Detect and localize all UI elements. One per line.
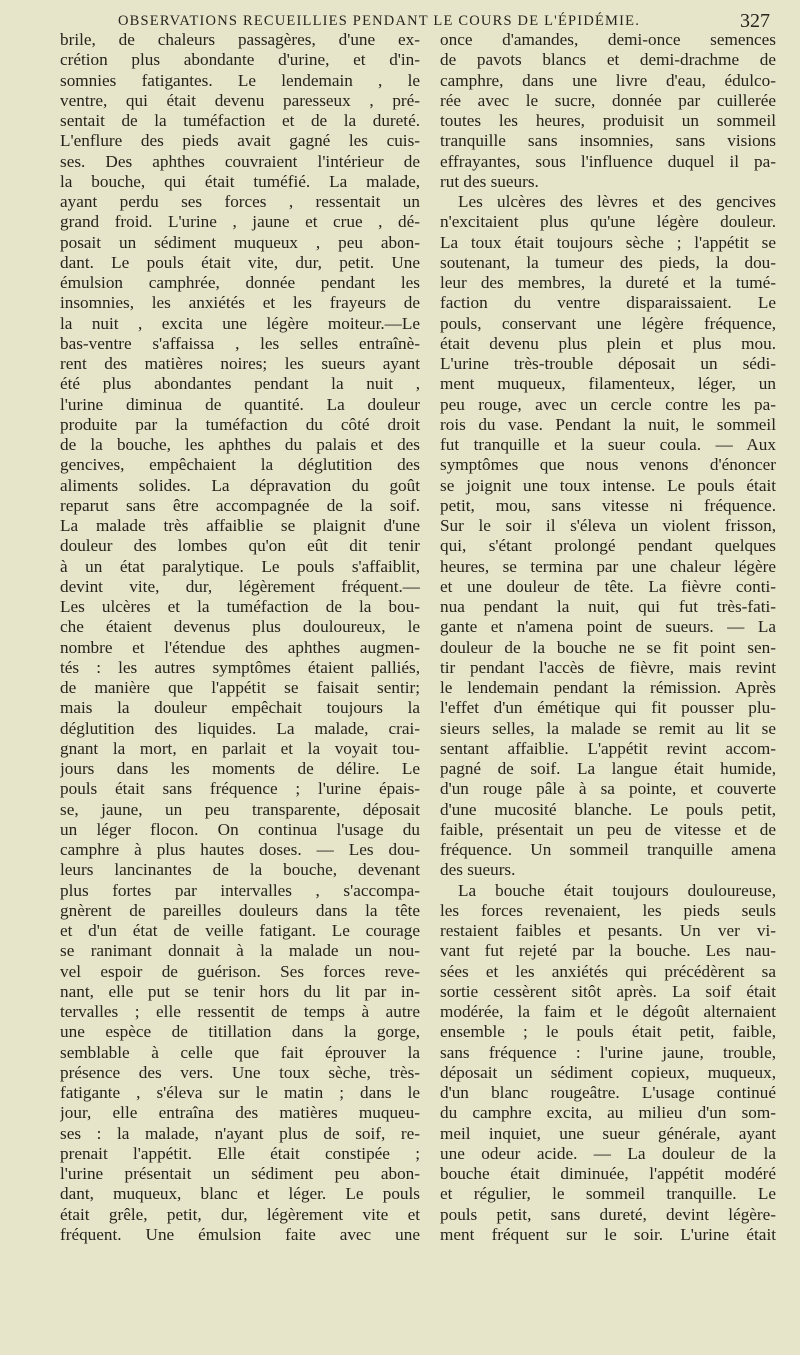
text-line: était devenu plus plein et plus mou. [440,333,776,353]
right-text-column [440,30,776,1245]
text-line: sées et les anxiétés qui précédèrent sa [440,961,776,981]
text-line: reparut sans être accompagnée de la soif. [60,495,420,515]
text-line: camphre à plus hautes doses. — Les dou- [60,840,420,859]
text-line: l'urine diminua de quantité. La douleur [60,394,420,414]
text-line: été plus abondantes pendant la nuit , [60,374,420,394]
text-line: petit, mou, sans vitesse ni fréquence. [440,495,776,515]
text-line: d'un blanc rougeâtre. L'usage continué [440,1083,776,1102]
text-line: nua pendant la nuit, qui fut très-fati- [440,597,776,616]
text-line: tervalles ; elle ressentit de temps à autre [60,1002,420,1021]
text-line: une odeur acide. — La douleur de la [440,1143,776,1163]
text-line: gnant la mort, en parlait et la voyait tou- [60,738,420,758]
text-line: jours dans les moments de délire. Le [60,759,420,778]
text-line: aliments solides. La dépravation du goût [60,475,420,495]
text-line: jour, elle entraîna des matières muqueu- [60,1103,420,1123]
text-line: émulsion camphrée, donnée pendant les [60,273,420,292]
left-text-column [60,30,420,1245]
text-line: gante et n'amena point de sueurs. — La [440,617,776,637]
text-line: la bouche, qui était tuméfié. La malade, [60,171,420,191]
text-line: bouche était diminuée, l'appétit modéré [440,1164,776,1183]
text-line: effrayantes, sous l'influence duquel il pa- [440,151,776,171]
text-line: dant. Le pouls était vite, dur, petit. Une [60,252,420,272]
text-line: La bouche était toujours douloureuse, [458,880,776,900]
text-line: de pavots blancs et demi-drachme de [440,50,776,70]
text-line: se, jaune, un peu transparente, déposait [60,799,420,819]
text-line: fréquent. Une émulsion faite avec une [60,1224,420,1244]
text-line: restaient faibles et pesants. Un ver vi- [440,921,776,940]
text-line: un léger flocon. On continua l'usage du [60,819,420,839]
text-line: de manière que l'appétit se faisait sentir; [60,678,420,697]
text-line: douleur de la bouche ne se fit point sen- [440,637,776,657]
text-line: et une douleur de tête. La fièvre conti- [440,576,776,596]
text-line: tés : les autres symptômes étaient palliés, [60,657,420,677]
text-line: sans fréquence : l'urine jaune, trouble, [440,1042,776,1062]
text-line: produite par la tuméfaction du côté droit [60,414,420,434]
text-line: douleur des lombes qu'on eût dit tenir [60,536,420,556]
text-line: se ranimant donnait à la malade un nou- [60,941,420,961]
text-line: ayant perdu ses forces , ressentait un [60,192,420,211]
text-line: du camphre excita, au milieu d'un som- [440,1103,776,1123]
text-line: des sueurs. [440,860,516,880]
text-line: tranquille sans insomnies, sans visions [440,131,776,151]
text-line: et d'un état de veille fatigant. Le courage [60,921,420,940]
text-line: pouls était sans fréquence ; l'urine épais- [60,779,420,799]
text-line: qui, s'étant prolongé pendant quelques [440,536,776,556]
text-line: fréquence. Un sommeil tranquille amena [440,840,776,859]
text-line: soutenant, la tumeur des pieds, la dou- [440,252,776,272]
text-line: et régulier, le sommeil tranquille. Le [440,1184,776,1204]
text-line: peu rouge, avec un cercle contre les pa- [440,394,776,414]
text-line: La malade très affaiblie se plaignit d'une [60,516,420,535]
text-line: tir pendant l'accès de fièvre, mais revint [440,657,776,677]
text-line: pouls, conservant une légère fréquence, [440,313,776,333]
text-line: déglutition des liquides. La malade, crai- [60,718,420,738]
text-line: ses. Des aphthes couvraient l'intérieur de [60,151,420,171]
text-line: n'excitaient plus qu'une légère douleur. [440,212,776,232]
text-line: l'urine présentait un sédiment peu abon- [60,1164,420,1183]
text-line: faible, présentait un peu de vitesse et de [440,819,776,839]
text-line: se joignit une toux intense. Le pouls était [440,475,776,495]
text-line: ses : la malade, n'ayant plus de soif, re- [60,1123,420,1143]
text-line: Les ulcères des lèvres et des gencives [458,192,776,211]
text-line: l'effet d'un émétique qui fit pousser plu- [440,698,776,718]
text-line: che étaient devenus plus douloureux, le [60,617,420,637]
text-line: vel espoir de guérison. Ses forces reve- [60,961,420,981]
text-line: brile, de chaleurs passagères, d'une ex- [60,30,420,49]
text-line: posait un sédiment muqueux , peu abon- [60,232,420,252]
text-line: à un état paralytique. Le pouls s'affaiblit, [60,556,420,576]
text-line: rée avec le sucre, donnée par cuillerée [440,90,776,110]
text-line: leur des membres, la dureté et la tumé- [440,273,776,292]
text-line: Sur le soir il s'éleva un violent frisson, [440,516,776,535]
text-line: nant, elle put se tenir hors du lit par in- [60,981,420,1001]
text-line: pagné de soif. La langue était humide, [440,759,776,778]
text-line: somnies fatigantes. Le lendemain , le [60,70,420,90]
text-line: sieurs selles, la malade se remit au lit se [440,718,776,738]
text-line: L'enflure des pieds avait gagné les cuis- [60,131,420,151]
text-line: La toux était toujours sèche ; l'appétit se [440,232,776,252]
text-line: était grêle, petit, dur, légèrement vite et [60,1204,420,1224]
text-line: grand froid. L'urine , jaune et crue , dé- [60,212,420,232]
text-line: sentait de la tuméfaction et de la dureté. [60,111,420,130]
text-line: nombre et l'étendue des aphthes augmen- [60,637,420,657]
text-line: prenait l'appétit. Elle était constipée ; [60,1143,420,1163]
text-line: ventre, qui était devenu paresseux , pré- [60,90,420,110]
text-line: présence des vers. Une toux sèche, très- [60,1062,420,1082]
text-line: les forces revenaient, les pieds seuls [440,900,776,920]
text-line: dant, muqueux, blanc et léger. Le pouls [60,1184,420,1204]
text-line: pouls petit, sans dureté, devint légère- [440,1204,776,1224]
text-line: fut tranquille et la sueur coula. — Aux [440,435,776,454]
text-line: fatigante , s'éleva sur le matin ; dans le [60,1083,420,1102]
text-line: faction du ventre disparaissaient. Le [440,293,776,313]
text-line: ensemble ; le pouls était petit, faible, [440,1022,776,1042]
text-line: sortie cessèrent sitôt après. La soif était [440,981,776,1001]
text-line: gnèrent de pareilles douleurs dans la tête [60,900,420,920]
text-line: d'une mucosité blanche. Le pouls petit, [440,799,776,819]
text-line: une espèce de titillation dans la gorge, [60,1022,420,1042]
text-line: devint vite, dur, légèrement fréquent.— [60,576,420,596]
text-line: rois du vase. Pendant la nuit, le sommeil [440,414,776,434]
text-line: sentant affaiblie. L'appétit revint accom- [440,738,776,758]
text-line: déposait un sédiment copieux, muqueux, [440,1062,776,1082]
text-line: plus fortes par intervalles , s'accompa- [60,880,420,900]
text-line: vant fut rejeté par la bouche. Les nau- [440,941,776,961]
text-line: symptômes que nous venons d'énoncer [440,455,776,475]
text-line: d'un rouge pâle à sa pointe, et couverte [440,779,776,799]
text-line: once d'amandes, demi-once semences [440,30,776,49]
running-title: OBSERVATIONS RECUEILLIES PENDANT LE COURS DE L'ÉPIDÉMIE. [118,13,641,29]
text-line: bas-ventre s'affaissa , les selles entraînè- [60,333,420,353]
text-line: crétion plus abondante d'urine, et d'in- [60,50,420,70]
text-line: L'urine très-trouble déposait un sédi- [440,354,776,373]
text-line: gencives, empêchaient la déglutition des [60,455,420,475]
text-line: rut des sueurs. [440,171,539,191]
text-line: de la bouche, les aphthes du palais et des [60,435,420,454]
text-line: ment fréquent sur le soir. L'urine était [440,1224,776,1244]
text-line: insomnies, les anxiétés et les frayeurs de [60,293,420,313]
text-line: semblable à celle que fait éprouver la [60,1042,420,1062]
text-line: rent des matières noires; les sueurs ayant [60,354,420,373]
text-line: toutes les heures, produisit un sommeil [440,111,776,130]
text-line: la nuit , excita une légère moiteur.—Le [60,313,420,333]
text-line: mais la douleur empêchait toujours la [60,698,420,718]
text-line: modérée, la faim et le dégoût alternaient [440,1002,776,1021]
text-line: meil inquiet, une sueur générale, ayant [440,1123,776,1143]
text-line: ment muqueux, filamenteux, léger, un [440,374,776,394]
text-line: le lendemain pendant la rémission. Après [440,678,776,697]
page-number: 327 [740,10,770,32]
text-line: heures, se termina par une chaleur légère [440,556,776,576]
text-line: camphre, dans une livre d'eau, édulco- [440,70,776,90]
text-line: Les ulcères et la tuméfaction de la bou- [60,597,420,616]
text-line: leurs lancinantes de la bouche, devenant [60,860,420,880]
